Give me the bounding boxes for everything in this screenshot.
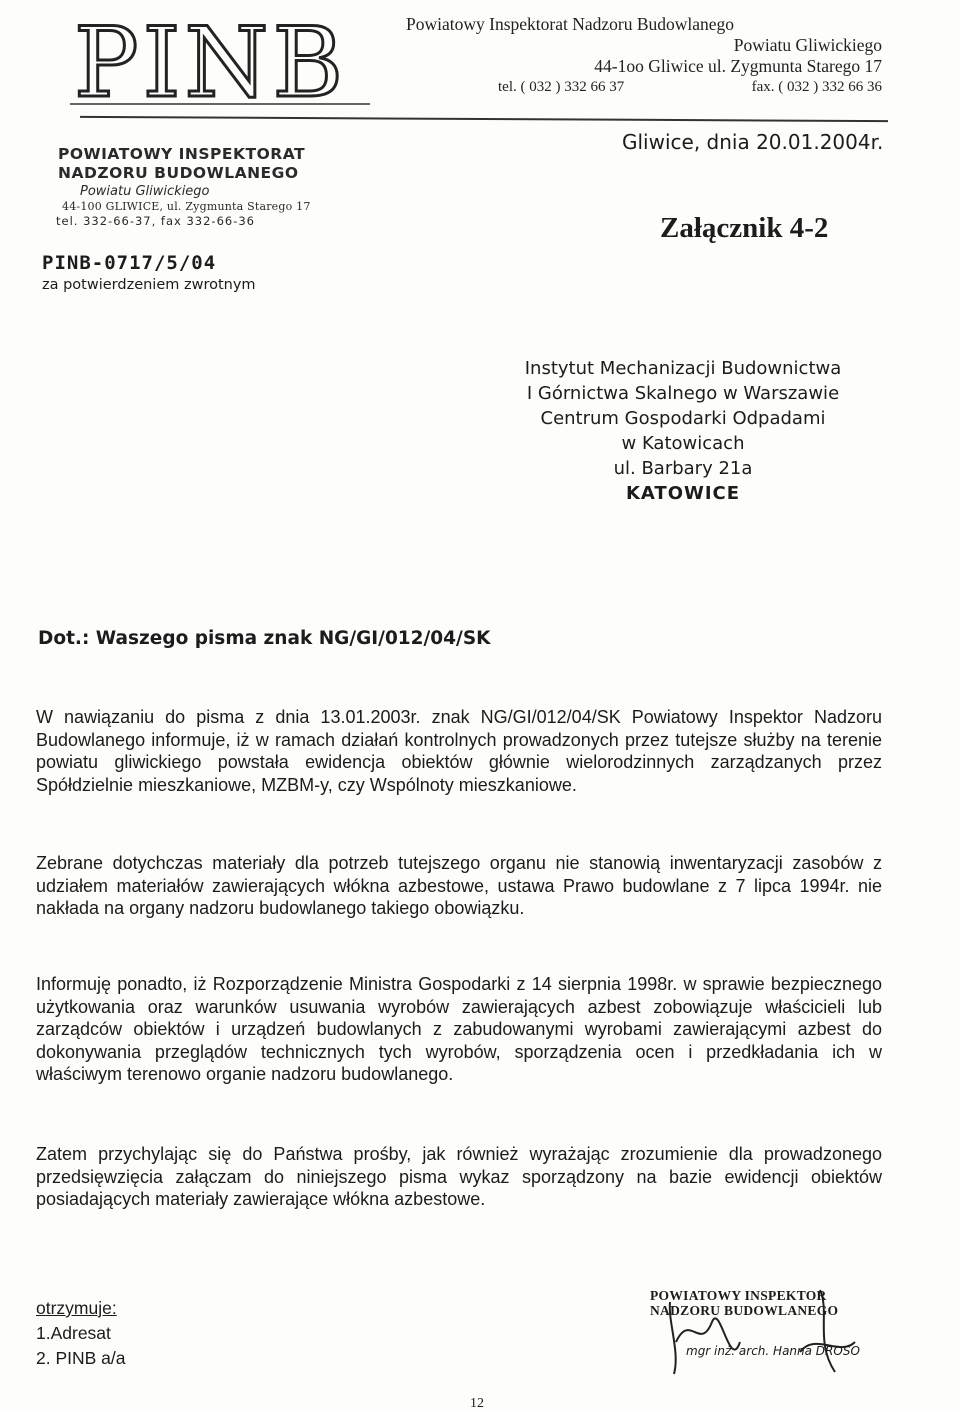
sender-stamp xyxy=(50,145,350,229)
signature-line-2: NADZORU BUDOWLANEGO xyxy=(650,1303,839,1318)
pinb-logo xyxy=(70,8,370,108)
svg-text:PINB: PINB xyxy=(74,8,348,108)
address-line: Centrum Gospodarki Odpadami xyxy=(540,408,826,429)
distribution-item: 2. PINB a/a xyxy=(36,1348,126,1368)
reference-number: PINB-0717/5/04 xyxy=(42,252,217,274)
letterhead-fax: fax. ( 032 ) 332 66 36 xyxy=(751,79,882,95)
letterhead-institution: Powiatowy Inspektorat Nadzoru Budowlanego xyxy=(406,14,735,34)
distribution-heading: otrzymuje: xyxy=(36,1298,117,1318)
body-paragraph: Zebrane dotychczas materiały dla potrzeb tutejszego organu nie stanowią inwentaryzacji zasobów z udziałem materiałów zawierających włókna azbestowe, ustawa Prawo budowlane z 7 lipca 1994r. nie nakłada na organy nadzoru budowlanego takiego obowiązku. xyxy=(36,853,882,918)
stamp-line-4: 44-100 GLIWICE, ul. Zygmunta Starego 17 xyxy=(62,200,311,213)
letterhead xyxy=(400,14,882,98)
recipient-address xyxy=(498,356,868,506)
address-line: w Katowicach xyxy=(621,433,745,454)
body-paragraph: Zatem przychylając się do Państwa prośby, jak również wyrażając zrozumienie dla prowadzonego przedsięwzięcia załączam do niniejszego pisma wykaz sporządzony na bazie ewidencji obiektów posiadających materiały zawierające włókna azbestowe. xyxy=(36,1144,882,1209)
signature-line-1: POWIATOWY INSPEKTOR xyxy=(650,1288,827,1303)
letterhead-contact xyxy=(400,77,882,98)
letter-date: Gliwice, dnia 20.01.2004r. xyxy=(622,130,884,154)
stamp-line-1: POWIATOWY INSPEKTORAT xyxy=(58,145,306,163)
letterhead-rule xyxy=(80,116,888,122)
address-line: ul. Barbary 21a xyxy=(613,458,753,479)
address-line: I Górnictwa Skalnego w Warszawie xyxy=(526,383,840,404)
stamp-line-5: tel. 332-66-37, fax 332-66-36 xyxy=(56,214,255,228)
reference-note: za potwierdzeniem zwrotnym xyxy=(42,277,256,293)
letterhead-street: 44-1oo Gliwice ul. Zygmunta Starego 17 xyxy=(594,56,882,76)
address-line: Instytut Mechanizacji Budownictwa xyxy=(524,358,842,379)
stamp-line-2: NADZORU BUDOWLANEGO xyxy=(58,164,299,182)
signature-name: mgr inż. arch. Hanna DROSO xyxy=(686,1344,860,1358)
distribution-item: 1.Adresat xyxy=(36,1323,111,1343)
stamp-line-3: Powiatu Gliwickiego xyxy=(80,184,210,199)
letterhead-district: Powiatu Gliwickiego xyxy=(733,35,882,55)
attachment-title: Załącznik 4-2 xyxy=(660,212,829,244)
body-paragraph: Informuję ponadto, iż Rozporządzenie Ministra Gospodarki z 14 sierpnia 1998r. w sprawie bezpiecznego użytkowania oraz warunków usuwania wyrobów zawierających azbest zobowiązuje właścicieli lub zarządców obiektów i urządzeń budowlanych z zabudowanymi wyrobami zawierającymi azbest do dokonywania przeglądów technicznych tych wyrobów, sporządzenia ocen i przedkładania ich w właściwym terenowo organie nadzoru budowlanego. xyxy=(36,974,882,1084)
body-paragraph: W nawiązaniu do pisma z dnia 13.01.2003r. znak NG/GI/012/04/SK Powiatowy Inspektor Nadzoru Budowlanego informuje, iż w ramach działań kontrolnych prowadzonych przez tutejsze służby na terenie powiatu gliwickiego powstała ewidencja obiektów głównie wielorodzinnych zarządzanych przez Spółdzielnie mieszkaniowe, MZBM-y, czy Wspólnoty mieszkaniowe. xyxy=(36,707,882,795)
distribution-list xyxy=(36,1296,126,1371)
address-city: KATOWICE xyxy=(625,483,741,504)
subject-line: Dot.: Waszego pisma znak NG/GI/012/04/SK xyxy=(38,628,491,649)
page-number: 12 xyxy=(470,1396,484,1411)
letterhead-tel: tel. ( 032 ) 332 66 37 xyxy=(498,79,625,95)
signature-stamp xyxy=(650,1288,860,1358)
